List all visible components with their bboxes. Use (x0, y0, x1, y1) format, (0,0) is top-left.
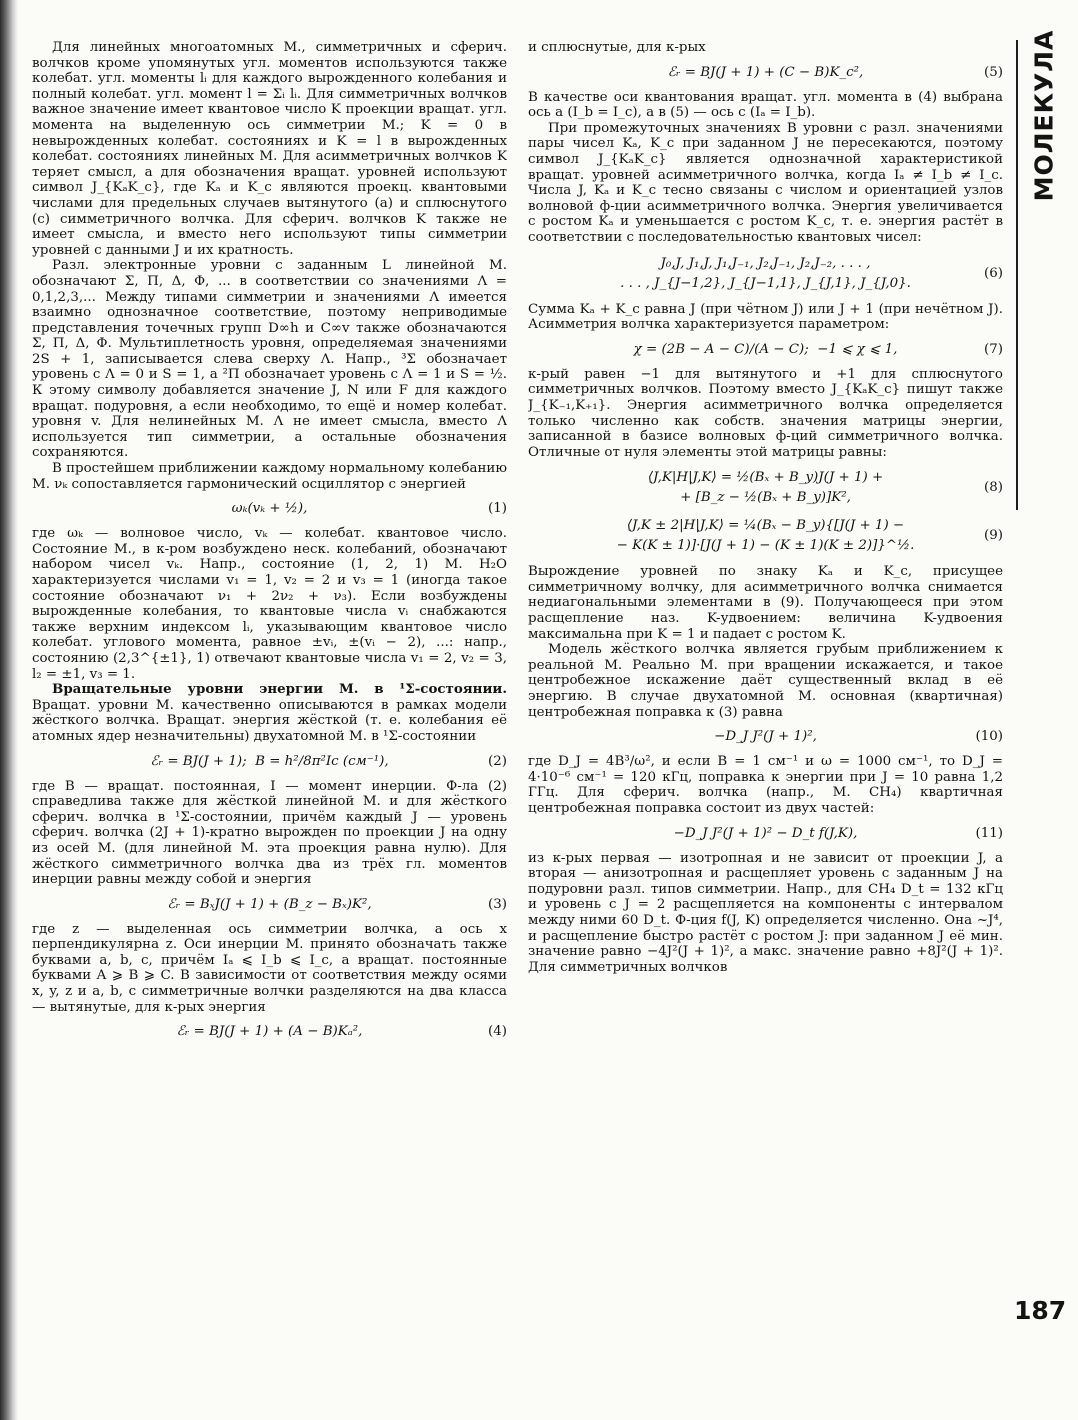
equation-5-number: (5) (984, 64, 1003, 80)
equation-9-body: ⟨J,K ± 2|H|J,K⟩ = ¼(Bₓ − B_y){[J(J + 1) − − K(K ± 1)]·[J(J + 1) − (K ± 1)(K ± 2)]}^½. (616, 518, 915, 554)
equation-9 (528, 516, 1003, 556)
running-section-title (1024, 29, 1064, 201)
equation-11 (528, 825, 1003, 843)
equation-2 (32, 753, 507, 771)
equation-10-body: −D_J J²(J + 1)², (714, 729, 817, 745)
left-paragraph-4: где ωₖ — волновое число, vₖ — колебат. квантовое число. Состояние М., в к-ром возбуждено неск. колебаний, обозначают набором чисел vₖ. Напр., состояние (1, 2, 1) М. H₂O характеризуется числами v₁ = 1, v₂ = 2 и v₃ = 1 (иногда такое состояние обозначают ν₁ + 2ν₂ + ν₃). Если возбуждены вырожденные колебания, то квантовые числа vᵢ снабжаются также верхним индексом lᵢ, указывающим квантовое число колебат. углового момента, равное ±vᵢ, ±(vᵢ − 2), ...: напр., состоянию (2,3^{±1}, 1) отвечают квантовые числа v₁ = 2, v₂ = 3, l₂ = ±1, v₃ = 1. (32, 526, 507, 682)
right-paragraph-3: При промежуточных значениях B уровни с разл. значениями пары чисел Kₐ, K_c при заданном J не пересекаются, поэтому символ J_{KₐK_c} является однозначной характеристикой вращат. уровней асимметричного волчка, когда Iₐ ≠ I_b ≠ I_c. Числа J, Kₐ и K_c тесно связаны с числом и ориентацией узлов волновой ф-ции асимметричного волчка. Энергия увеличивается с ростом Kₐ и уменьшается с ростом K_c, т. е. энергия растёт в соответствии с последовательностью квантовых чисел: (528, 120, 1003, 245)
equation-7-number: (7) (984, 341, 1003, 357)
equation-3 (32, 896, 507, 914)
scan-shadow-edge (0, 0, 18, 1420)
right-paragraph-7: Модель жёсткого волчка является грубым приближением к реальной М. Реально М. при вращении искажается, и такое центробежное искажение даёт существенный вклад в её энергию. В случае двухатомной М. основная (квартичная) центробежная поправка к (3) равна (528, 642, 1003, 720)
right-paragraph-4: Сумма Kₐ + K_c равна J (при чётном J) или J + 1 (при нечётном J). Асимметрия волчка характеризуется параметром: (528, 301, 1003, 333)
equation-1 (32, 500, 507, 518)
equation-6-body: J₀,J, J₁,J, J₁,J₋₁, J₂,J₋₁, J₂,J₋₂, . . . , . . . , J_{J−1,2}, J_{J−1,1}, J_{J,1}, J_{J,0}. (620, 255, 911, 291)
equation-6-number: (6) (984, 265, 1003, 281)
left-paragraph-5 (32, 682, 507, 744)
equation-8 (528, 468, 1003, 508)
equation-7-body: χ = (2B − A − C)/(A − C); −1 ⩽ χ ⩽ 1, (633, 341, 898, 357)
margin-rule (1016, 40, 1018, 510)
equation-1-number: (1) (488, 501, 507, 517)
equation-8-body: ⟨J,K|H|J,K⟩ = ½(Bₓ + B_y)J(J + 1) + + [B_z − ½(Bₓ + B_y)]K², (647, 470, 884, 506)
equation-4 (32, 1023, 507, 1041)
left-column (32, 40, 507, 1408)
equation-8-number: (8) (984, 480, 1003, 496)
right-paragraph-1: и сплюснутые, для к-рых (528, 40, 706, 55)
equation-6 (528, 254, 1003, 294)
equation-11-number: (11) (975, 825, 1003, 841)
equation-5 (528, 64, 1003, 82)
left-paragraph-2: Разл. электронные уровни с заданным L линейной М. обозначают Σ, Π, Δ, Φ, ... в соответствии со значениями Λ = 0,1,2,3,... Между типами симметрии и значениями Λ имеется взаимно однозначное соответствие, поэтому неприводимые представления точечных групп D∞h и C∞v также обозначаются Σ, Π, Δ, Φ. Мультиплетность уровня, определяемая значениями 2S + 1, записывается слева сверху Λ. Напр., ³Σ обозначает уровень с Λ = 0 и S = 1, а ²Π обозначает уровень с Λ = 1 и S = ½. К этому символу добавляется значение J, N или F для каждого вращат. подуровня, а если необходимо, то ещё и номер колебат. уровня v. Для нелинейных М. Λ не имеет смысла, вместо Λ используется тип симметрии, а остальные обозначения сохраняются. (32, 258, 507, 461)
equation-5-body: ℰᵣ = BJ(J + 1) + (C − B)K_c², (667, 64, 864, 80)
equation-3-number: (3) (488, 896, 507, 912)
left-paragraph-1: Для линейных многоатомных М., симметричных и сферич. волчков кроме упомянутых угл. моментов используются также колебат. угл. моменты lᵢ для каждого вырожденного колебания и полный колебат. угл. момент l = Σᵢ lᵢ. Для симметричных волчков важное значение имеет квантовое число K проекции вращат. угл. момента на выделенную ось симметрии М.; K = 0 в невырожденных колебат. состояниях и K = l в вырожденных колебат. состояниях линейных М. Для асимметричных волчков K теряет смысл, а для обозначения вращат. уровней используют символ J_{KₐK_c}, где Kₐ и K_c являются проекц. квантовыми числами для предельных случаев вытянутого (a) и сплюснутого (c) симметричного волчка. Для сферич. волчков K также не имеет смысла, и вместо него используют типы симметрии уровней с данными J и их кратность. (32, 40, 507, 258)
runin-heading: Вращательные уровни энергии М. в ¹Σ-состоянии. (52, 681, 507, 698)
equation-11-body: −D_J J²(J + 1)² − D_t f(J,K), (673, 825, 858, 841)
left-paragraph-6: где B — вращат. постоянная, I — момент инерции. Ф-ла (2) справедлива также для жёсткой линейной М. и для жёсткого сферич. волчка в ¹Σ-состоянии, причём каждый J — уровень сферич. волчка (2J + 1)-кратно вырожден по проекции J на одну из осей М. (для линейной М. эта проекция равна нулю). Для жёсткого симметричного волчка два из трёх гл. моментов инерции равны между собой и энергия (32, 778, 507, 888)
right-column (528, 40, 1003, 1408)
right-paragraph-6: Вырождение уровней по знаку Kₐ и K_c, присущее симметричному волчку, для асимметричного волчка снимается недиагональными элементами в (9). Получающееся при этом расщепление наз. K-удвоением: величина K-удвоения максимальна при K = 1 и падает с ростом K. (528, 564, 1003, 642)
equation-4-number: (4) (488, 1024, 507, 1040)
left-paragraph-7: где z — выделенная ось симметрии волчка, а ось x перпендикулярна z. Оси инерции М. принято обозначать также буквами a, b, c, причём Iₐ ⩽ I_b ⩽ I_c, а вращат. постоянные буквами A ⩾ B ⩾ C. В зависимости от соответствия между осями x, y, z и a, b, c симметричные волчки разделяются на два класса — вытянутые, для к-рых энергия (32, 921, 507, 1015)
equation-3-body: ℰᵣ = BₓJ(J + 1) + (B_z − Bₓ)K², (167, 896, 372, 912)
equation-10-number: (10) (975, 729, 1003, 745)
equation-4-body: ℰᵣ = BJ(J + 1) + (A − B)Kₐ², (176, 1024, 363, 1040)
right-paragraph-8: где D_J = 4B³/ω², и если B = 1 см⁻¹ и ω = 1000 см⁻¹, то D_J = 4·10⁻⁶ см⁻¹ = 120 кГц, поправка к энергии при J = 10 равна 1,2 ГГц. Для сферич. волчка (напр., М. CH₄) квартичная центробежная поправка состоит из двух частей: (528, 754, 1003, 816)
right-paragraph-9: из к-рых первая — изотропная и не зависит от проекции J, а вторая — анизотропная и расщепляет уровень с заданным J на подуровни разл. типов симметрии. Напр., для CH₄ D_t = 132 кГц и уровень с J = 2 расщепляется на компоненты с интервалом между ними 60 D_t. Ф-ция f(J, K) определяется численно. Она ~J⁴, и расщепление быстро растёт с ростом J: при заданном J её мин. значение равно −4J²(J + 1)², а макс. значение равно +8J²(J + 1)². Для симметричных волчков (528, 850, 1003, 975)
right-paragraph-2: В качестве оси квантования вращат. угл. момента в (4) выбрана ось a (I_b = I_c), а в (5) — ось c (Iₐ = I_b). (528, 89, 1003, 121)
left-paragraph-5-text: Вращат. уровни М. качественно описываются в рамках модели жёсткого волчка. Вращат. энергия жёсткой (т. е. колебания её атомных ядер незначительны) двухатомной М. в ¹Σ-состоянии (32, 697, 507, 744)
right-paragraph-5: к-рый равен −1 для вытянутого и +1 для сплюснутого симметричных волчков. Поэтому вместо J_{KₐK_c} пишут также J_{K₋₁,K₊₁}. Энергия асимметричного волчка определяется только численно как собств. значения матрицы энергии, записанной в базисе волновых ф-ций симметричного волчка. Отличные от нуля элементы этой матрицы равны: (528, 366, 1003, 460)
equation-2-body: ℰᵣ = BJ(J + 1); B = h²/8π²Ic (см⁻¹), (150, 753, 389, 769)
equation-1-body: ωₖ(vₖ + ½), (231, 501, 308, 517)
page-number: 187 (1014, 1296, 1067, 1325)
equation-9-number: (9) (984, 528, 1003, 544)
equation-2-number: (2) (488, 753, 507, 769)
equation-10 (528, 728, 1003, 746)
section-title-text: МОЛЕКУЛА (1029, 29, 1059, 201)
left-paragraph-3: В простейшем приближении каждому нормальному колебанию М. νₖ сопоставляется гармонический осциллятор с энергией (32, 461, 507, 492)
equation-7 (528, 341, 1003, 359)
